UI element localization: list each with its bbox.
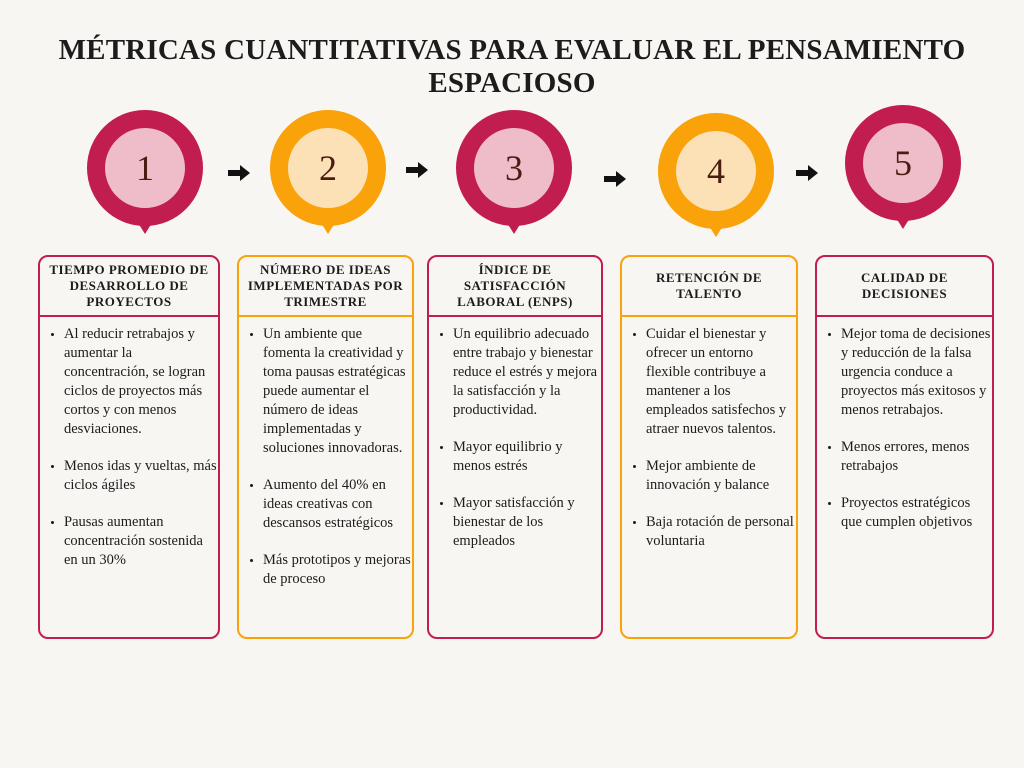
list-item: • Cuidar el bienestar y ofrecer un entorno flexible contribuye a mantener a los empleados satisfechos y atraer nuevos talentos. (646, 325, 796, 439)
list-item: • Mayor equilibrio y menos estrés (453, 438, 601, 476)
card-bullets (817, 325, 992, 532)
page-title (0, 34, 1024, 100)
card-heading: RETENCIÓN DE TALENTO (622, 257, 796, 317)
list-item: • Pausas aumentan concentración sostenida en un 30% (64, 513, 218, 570)
card-heading: CALIDAD DE DECISIONES (817, 257, 992, 317)
list-item: • Un equilibrio adecuado entre trabajo y bienestar reduce el estrés y mejora la satisfacción y la productividad. (453, 325, 601, 420)
step-3-marker (456, 110, 572, 240)
card-bullets (40, 325, 218, 570)
metric-card-3 (427, 255, 603, 639)
card-bullets (239, 325, 412, 589)
list-item: • Un ambiente que fomenta la creatividad y toma pausas estratégicas puede aumentar el número de ideas implementadas y soluciones innovadoras. (263, 325, 412, 458)
step-1-marker (87, 110, 203, 240)
step-5-marker (845, 105, 961, 235)
step-1-number: 1 (105, 128, 185, 208)
step-2-number: 2 (288, 128, 368, 208)
list-item: • Al reducir retrabajos y aumentar la concentración, se logran ciclos de proyectos más cortos y con menos desviaciones. (64, 325, 218, 439)
card-heading: TIEMPO PROMEDIO DE DESARROLLO DE PROYECTOS (40, 257, 218, 317)
arrow-right-icon (604, 171, 626, 187)
step-3-number: 3 (474, 128, 554, 208)
metric-card-4 (620, 255, 798, 639)
list-item: • Mejor toma de decisiones y reducción de la falsa urgencia conduce a proyectos más exitosos y menos retrabajos. (841, 325, 992, 420)
title-line-2: ESPACIOSO (428, 67, 596, 99)
step-4-number: 4 (676, 131, 756, 211)
arrow-right-icon (228, 165, 250, 181)
metric-card-2 (237, 255, 414, 639)
card-heading: ÍNDICE DE SATISFACCIÓN LABORAL (ENPS) (429, 257, 601, 317)
card-bullets (622, 325, 796, 551)
step-4-marker (658, 113, 774, 243)
title-line-1: MÉTRICAS CUANTITATIVAS PARA EVALUAR EL PENSAMIENTO (58, 34, 966, 66)
metric-card-1 (38, 255, 220, 639)
arrow-right-icon (796, 165, 818, 181)
list-item: • Mejor ambiente de innovación y balance (646, 457, 796, 495)
step-5-number: 5 (863, 123, 943, 203)
list-item: • Proyectos estratégicos que cumplen objetivos (841, 494, 992, 532)
metric-card-5 (815, 255, 994, 639)
list-item: • Menos errores, menos retrabajos (841, 438, 992, 476)
list-item: • Menos idas y vueltas, más ciclos ágiles (64, 457, 218, 495)
list-item: • Más prototipos y mejoras de proceso (263, 551, 412, 589)
arrow-right-icon (406, 162, 428, 178)
step-2-marker (270, 110, 386, 240)
list-item: • Baja rotación de personal voluntaria (646, 513, 796, 551)
list-item: • Aumento del 40% en ideas creativas con descansos estratégicos (263, 476, 412, 533)
list-item: • Mayor satisfacción y bienestar de los empleados (453, 494, 601, 551)
card-heading: NÚMERO DE IDEAS IMPLEMENTADAS POR TRIMESTRE (239, 257, 412, 317)
card-bullets (429, 325, 601, 551)
